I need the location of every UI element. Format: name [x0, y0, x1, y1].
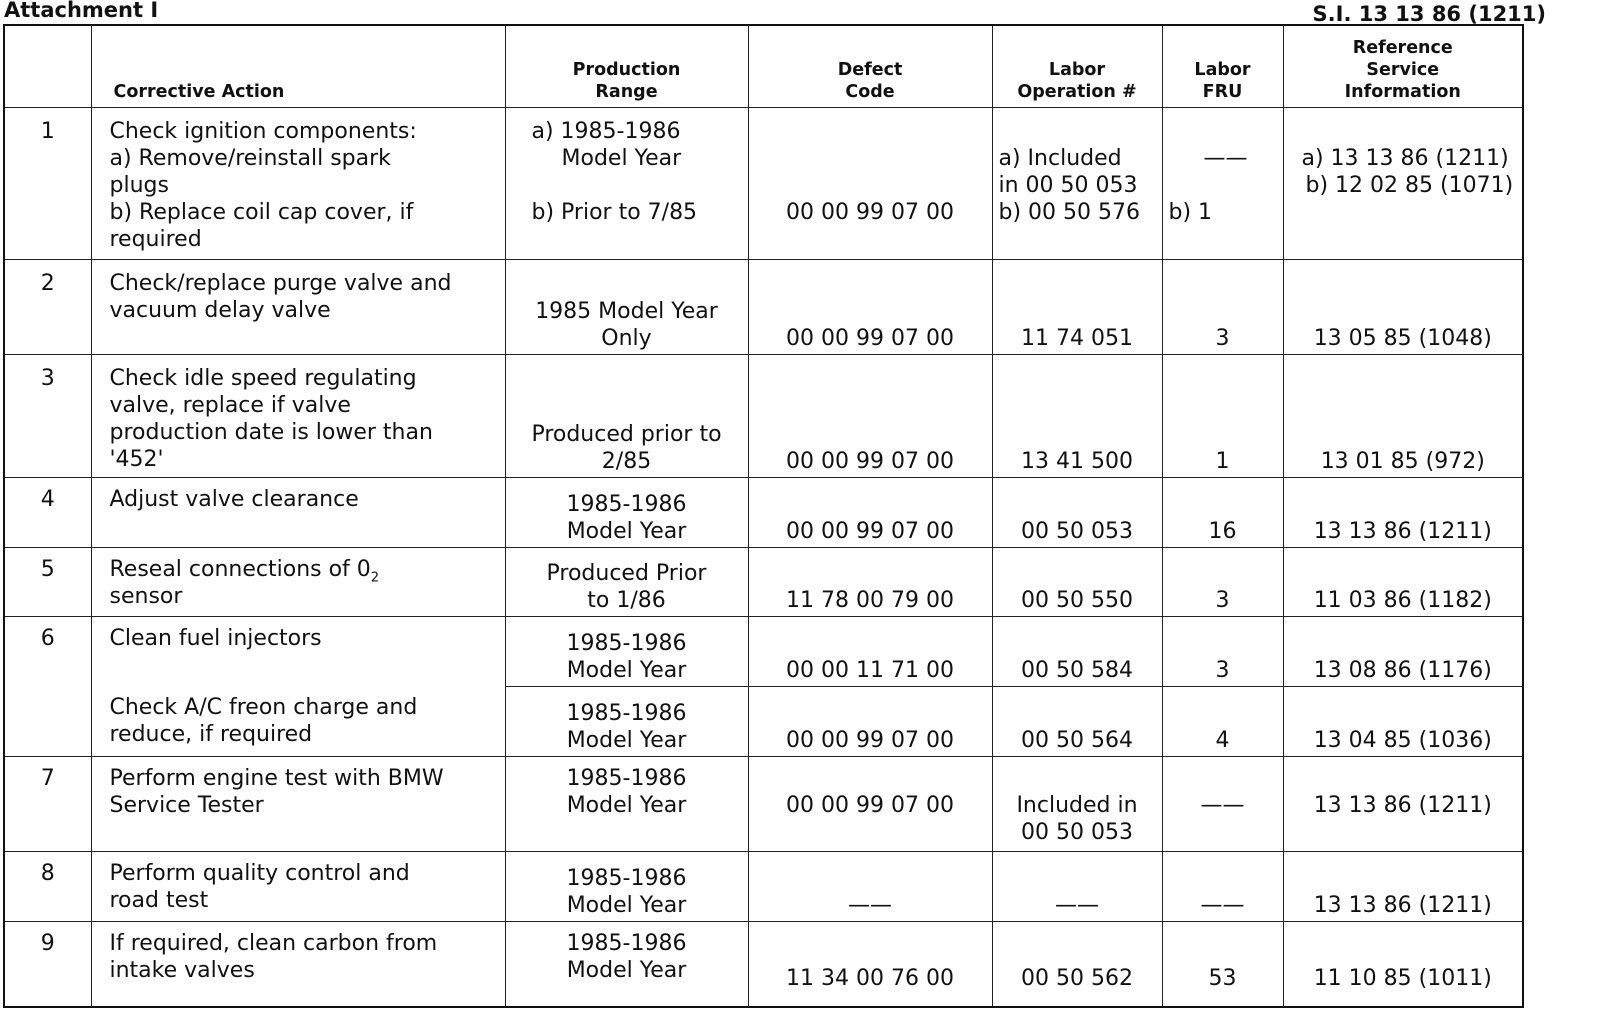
- reference-service-info: 13 13 86 (1211): [1283, 477, 1523, 547]
- table-row: [4, 477, 1523, 547]
- reference-service-info: 13 08 86 (1176): [1283, 616, 1523, 686]
- header-reference-service-info: Reference Service Information: [1283, 25, 1523, 107]
- defect-code: 11 78 00 79 00: [748, 547, 992, 616]
- corrective-action: Check ignition components: a) Remove/reinstall spark plugs b) Replace coil cap cover, if required: [91, 107, 505, 259]
- row-number: 3: [4, 354, 91, 477]
- labor-operation: 00 50 550: [992, 547, 1162, 616]
- header-labor-fru: Labor FRU: [1162, 25, 1283, 107]
- defect-code: 00 00 99 07 00: [748, 259, 992, 354]
- reference-service-info: 11 10 85 (1011): [1283, 921, 1523, 1007]
- labor-fru: 4: [1162, 686, 1283, 756]
- corrective-action: Perform engine test with BMW Service Tester: [91, 756, 505, 851]
- table-row: [4, 354, 1523, 477]
- corrective-action: If required, clean carbon from intake valves: [91, 921, 505, 1007]
- service-info-reference: S.I. 13 13 86 (1211): [1312, 2, 1546, 26]
- labor-operation: 00 50 584: [992, 616, 1162, 686]
- row-number: 9: [4, 921, 91, 1007]
- production-range: 1985 Model Year Only: [505, 259, 748, 354]
- production-range: 1985-1986 Model Year: [505, 686, 748, 756]
- defect-code: 00 00 99 07 00: [748, 354, 992, 477]
- reference-service-info: 13 04 85 (1036): [1283, 686, 1523, 756]
- labor-fru: 3: [1162, 259, 1283, 354]
- row-number: 8: [4, 851, 91, 921]
- table-row: [4, 259, 1523, 354]
- corrective-action: Adjust valve clearance: [91, 477, 505, 547]
- labor-fru: 1: [1162, 354, 1283, 477]
- corrective-action: Reseal connections of $0_2$ sensor: [91, 547, 505, 616]
- defect-code: 00 00 99 07 00: [748, 686, 992, 756]
- production-range: 1985-1986 Model Year: [505, 921, 748, 1007]
- attachment-title: Attachment I: [4, 0, 159, 22]
- labor-operation: a) Included in 00 50 053 b) 00 50 576: [992, 107, 1162, 259]
- labor-operation: 00 50 053: [992, 477, 1162, 547]
- production-range: 1985-1986 Model Year: [505, 851, 748, 921]
- labor-operation: Included in 00 50 053: [992, 756, 1162, 851]
- row-number: 6: [4, 616, 91, 756]
- labor-operation: 11 74 051: [992, 259, 1162, 354]
- labor-operation: 00 50 564: [992, 686, 1162, 756]
- labor-fru: 3: [1162, 547, 1283, 616]
- labor-fru: 16: [1162, 477, 1283, 547]
- row-number: 2: [4, 259, 91, 354]
- labor-operation: ——: [992, 851, 1162, 921]
- table-row: [4, 547, 1523, 616]
- corrective-action: Clean fuel injectors: [91, 616, 505, 686]
- reference-service-info: 13 01 85 (972): [1283, 354, 1523, 477]
- corrective-action: Check A/C freon charge and reduce, if required: [91, 686, 505, 756]
- header-number: [4, 25, 91, 107]
- labor-fru: ——: [1162, 756, 1283, 851]
- production-range: 1985-1986 Model Year: [505, 477, 748, 547]
- defect-code: 00 00 11 71 00: [748, 616, 992, 686]
- reference-service-info: 13 13 86 (1211): [1283, 756, 1523, 851]
- production-range: Produced prior to 2/85: [505, 354, 748, 477]
- row-number: 5: [4, 547, 91, 616]
- header-corrective-action: Corrective Action: [91, 25, 505, 107]
- table-row: [4, 686, 1523, 756]
- defect-code: 00 00 99 07 00: [748, 477, 992, 547]
- reference-service-info: 13 05 85 (1048): [1283, 259, 1523, 354]
- header-production-range: Production Range: [505, 25, 748, 107]
- corrective-action-table: [3, 24, 1524, 1008]
- production-range: a) 1985-1986 Model Year b) Prior to 7/85: [505, 107, 748, 259]
- corrective-action: Check/replace purge valve and vacuum delay valve: [91, 259, 505, 354]
- table-row: [4, 756, 1523, 851]
- table-row: [4, 107, 1523, 259]
- table-header-row: [4, 25, 1523, 107]
- table-row: [4, 921, 1523, 1007]
- row-number: 1: [4, 107, 91, 259]
- header-defect-code: Defect Code: [748, 25, 992, 107]
- table-row: [4, 616, 1523, 686]
- production-range: 1985-1986 Model Year: [505, 756, 748, 851]
- corrective-action: Perform quality control and road test: [91, 851, 505, 921]
- defect-code: ——: [748, 851, 992, 921]
- reference-service-info: 13 13 86 (1211): [1283, 851, 1523, 921]
- labor-operation: 00 50 562: [992, 921, 1162, 1007]
- production-range: Produced Prior to 1/86: [505, 547, 748, 616]
- defect-code: 00 00 99 07 00: [748, 756, 992, 851]
- labor-fru: ——: [1162, 851, 1283, 921]
- labor-fru: —— b) 1: [1162, 107, 1283, 259]
- reference-service-info: a) 13 13 86 (1211) b) 12 02 85 (1071): [1283, 107, 1523, 259]
- defect-code: 11 34 00 76 00: [748, 921, 992, 1007]
- labor-fru: 53: [1162, 921, 1283, 1007]
- row-number: 7: [4, 756, 91, 851]
- reference-service-info: 11 03 86 (1182): [1283, 547, 1523, 616]
- labor-fru: 3: [1162, 616, 1283, 686]
- production-range: 1985-1986 Model Year: [505, 616, 748, 686]
- row-number: 4: [4, 477, 91, 547]
- labor-operation: 13 41 500: [992, 354, 1162, 477]
- corrective-action: Check idle speed regulating valve, replace if valve production date is lower than '452': [91, 354, 505, 477]
- header-labor-operation: Labor Operation #: [992, 25, 1162, 107]
- defect-code: 00 00 99 07 00: [748, 107, 992, 259]
- table-row: [4, 851, 1523, 921]
